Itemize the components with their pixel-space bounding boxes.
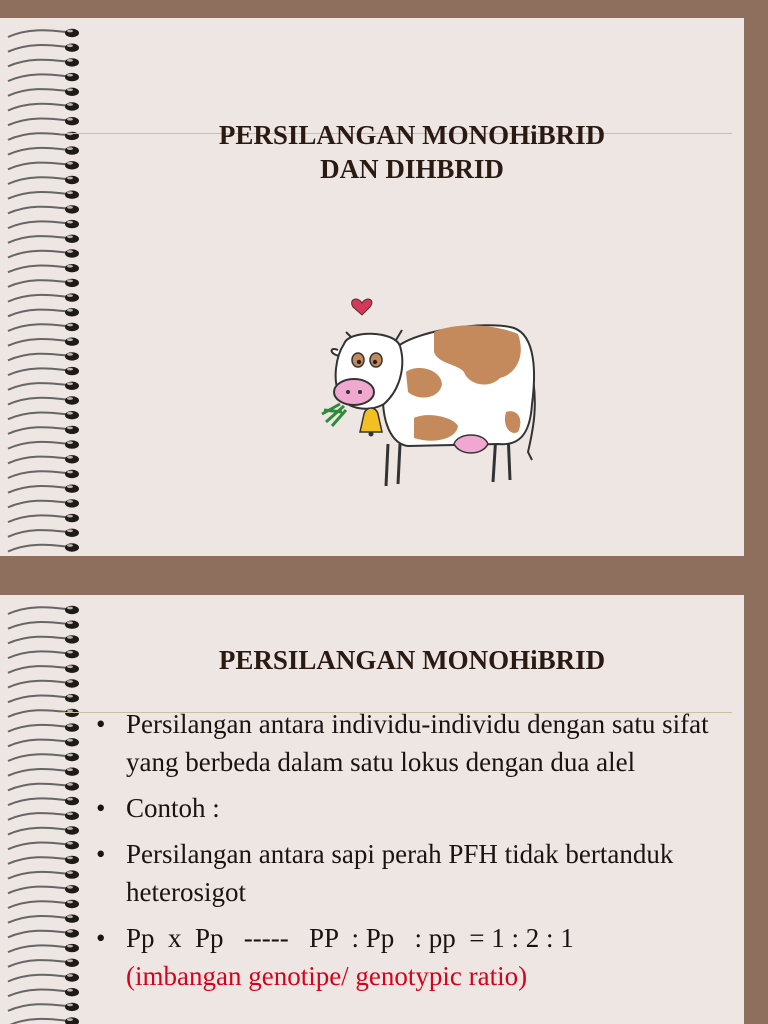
slide-title: PERSILANGAN MONOHiBRID	[218, 645, 606, 675]
title-line-2: DAN DIHBRID	[320, 154, 504, 184]
bullet-text: Persilangan antara sapi perah PFH tidak bertanduk heterosigot	[126, 839, 674, 907]
slide-title	[80, 118, 744, 186]
slide-2	[0, 595, 744, 1024]
bullet-text: Persilangan antara individu-individu dengan satu sifat yang berbeda dalam satu lokus dengan dua alel	[126, 709, 709, 777]
spiral-binding-icon	[0, 595, 92, 1024]
bullet-ratio	[96, 919, 736, 995]
bullet-definition	[96, 705, 736, 781]
bullet-text: Contoh :	[126, 793, 220, 823]
slide-1	[0, 18, 744, 556]
spiral-binding-icon	[0, 18, 92, 556]
bullet-example	[96, 789, 736, 827]
bullet-cross	[96, 835, 736, 911]
genotype-ratio-note: (imbangan genotipe/ genotypic ratio)	[126, 961, 528, 991]
bullet-list	[96, 705, 736, 1003]
bullet-text: Pp x Pp ----- PP : Pp : pp = 1 : 2 : 1	[126, 923, 574, 953]
cow-icon	[318, 294, 548, 494]
title-line-1: PERSILANGAN MONOHiBRID	[218, 120, 606, 150]
